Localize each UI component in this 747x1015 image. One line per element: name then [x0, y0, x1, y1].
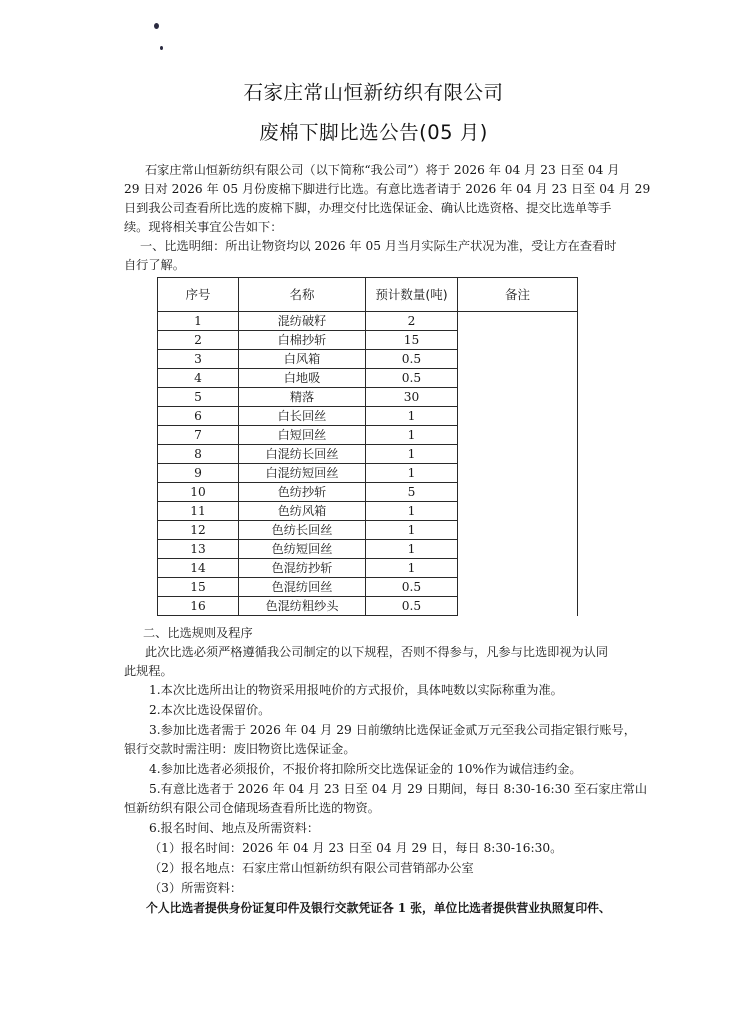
scan-speck — [154, 23, 159, 29]
cell-qty: 1 — [366, 407, 458, 426]
rule-5: 5.有意比选者于 2026 年 04 月 23 日至 04 月 29 日期间，每日 8:30-16:30 至石家庄常山 — [149, 782, 648, 796]
cell-qty: 15 — [366, 331, 458, 350]
cell-qty: 0.5 — [366, 597, 458, 616]
cell-no: 12 — [158, 521, 239, 540]
table-row — [158, 312, 578, 331]
intro-line: 续。现将相关事宜公告如下： — [124, 220, 283, 234]
cell-no: 16 — [158, 597, 239, 616]
section2-para: 此规程。 — [124, 664, 173, 678]
cell-qty: 0.5 — [366, 350, 458, 369]
cell-no: 6 — [158, 407, 239, 426]
cell-no: 2 — [158, 331, 239, 350]
cell-qty: 1 — [366, 540, 458, 559]
cell-name: 白混纺长回丝 — [239, 445, 366, 464]
header-qty: 预计数量(吨) — [366, 278, 458, 312]
section2-heading: 二、比选规则及程序 — [143, 626, 253, 640]
cell-no: 7 — [158, 426, 239, 445]
rule-2: 2.本次比选设保留价。 — [149, 703, 271, 717]
section1-line: 一、比选明细：所出让物资均以 2026 年 05 月当月实际生产状况为准，受让方在查看时 — [140, 239, 617, 253]
cell-name: 混纺破籽 — [239, 312, 366, 331]
section2-para: 此次比选必须严格遵循我公司制定的以下规程，否则不得参与，凡参与比选即视为认同 — [145, 645, 609, 659]
cell-remark — [458, 312, 578, 616]
rule-4: 4.参加比选者必须报价，不报价将扣除所交比选保证金的 10%作为诚信违约金。 — [149, 762, 582, 776]
cell-qty: 5 — [366, 483, 458, 502]
scan-speck — [160, 46, 163, 50]
rule-6-sub2: （2）报名地点：石家庄常山恒新纺织有限公司营销部办公室 — [149, 861, 474, 875]
cell-qty: 1 — [366, 521, 458, 540]
cell-name: 白长回丝 — [239, 407, 366, 426]
cell-name: 色纺抄斩 — [239, 483, 366, 502]
cell-no: 5 — [158, 388, 239, 407]
cell-no: 3 — [158, 350, 239, 369]
rule-1: 1.本次比选所出让的物资采用报吨价的方式报价，具体吨数以实际称重为准。 — [149, 683, 563, 697]
cell-name: 色纺长回丝 — [239, 521, 366, 540]
cell-name: 白短回丝 — [239, 426, 366, 445]
cell-qty: 2 — [366, 312, 458, 331]
cell-qty: 0.5 — [366, 578, 458, 597]
cell-no: 13 — [158, 540, 239, 559]
header-name: 名称 — [239, 278, 366, 312]
intro-line: 石家庄常山恒新纺织有限公司（以下简称“我公司”）将于 2026 年 04 月 23 日至 04 月 — [145, 163, 620, 177]
cell-no: 14 — [158, 559, 239, 578]
cell-no: 15 — [158, 578, 239, 597]
cell-qty: 1 — [366, 426, 458, 445]
cell-name: 白风箱 — [239, 350, 366, 369]
rule-6: 6.报名时间、地点及所需资料： — [149, 821, 320, 835]
cell-no: 8 — [158, 445, 239, 464]
header-remark: 备注 — [458, 278, 578, 312]
rule-3-cont: 银行交款时需注明：废旧物资比选保证金。 — [124, 742, 356, 756]
cell-qty: 1 — [366, 502, 458, 521]
cell-name: 色混纺抄斩 — [239, 559, 366, 578]
cell-name: 精落 — [239, 388, 366, 407]
cell-no: 4 — [158, 369, 239, 388]
cell-qty: 0.5 — [366, 369, 458, 388]
cell-no: 1 — [158, 312, 239, 331]
cell-no: 9 — [158, 464, 239, 483]
table-header-row — [158, 278, 578, 312]
cell-name: 色混纺回丝 — [239, 578, 366, 597]
cell-name: 色纺短回丝 — [239, 540, 366, 559]
required-docs-line: 个人比选者提供身份证复印件及银行交款凭证各 1 张，单位比选者提供营业执照复印件、 — [146, 901, 611, 915]
rule-5-cont: 恒新纺织有限公司仓储现场查看所比选的物资。 — [124, 801, 380, 815]
cell-qty: 30 — [366, 388, 458, 407]
cell-name: 色混纺粗纱头 — [239, 597, 366, 616]
section1-line: 自行了解。 — [124, 258, 185, 272]
cell-name: 白混纺短回丝 — [239, 464, 366, 483]
items-table — [157, 277, 578, 616]
rule-6-sub1: （1）报名时间：2026 年 04 月 23 日至 04 月 29 日，每日 8:30-16:30。 — [149, 841, 563, 855]
cell-qty: 1 — [366, 445, 458, 464]
announcement-title: 废棉下脚比选公告(05 月) — [259, 121, 488, 144]
rule-6-sub3: （3）所需资料： — [149, 881, 243, 895]
cell-name: 色纺风箱 — [239, 502, 366, 521]
rule-3: 3.参加比选者需于 2026 年 04 月 29 日前缴纳比选保证金贰万元至我公司指定银行账号， — [149, 723, 636, 737]
cell-no: 10 — [158, 483, 239, 502]
company-title: 石家庄常山恒新纺织有限公司 — [243, 81, 504, 104]
cell-qty: 1 — [366, 559, 458, 578]
intro-line: 29 日对 2026 年 05 月份废棉下脚进行比选。有意比选者请于 2026 年 04 月 23 日至 04 月 29 — [124, 182, 651, 196]
intro-line: 日到我公司查看所比选的废棉下脚，办理交付比选保证金、确认比选资格、提交比选单等手 — [124, 201, 612, 215]
cell-no: 11 — [158, 502, 239, 521]
cell-name: 白棉抄斩 — [239, 331, 366, 350]
header-no: 序号 — [158, 278, 239, 312]
cell-name: 白地吸 — [239, 369, 366, 388]
cell-qty: 1 — [366, 464, 458, 483]
